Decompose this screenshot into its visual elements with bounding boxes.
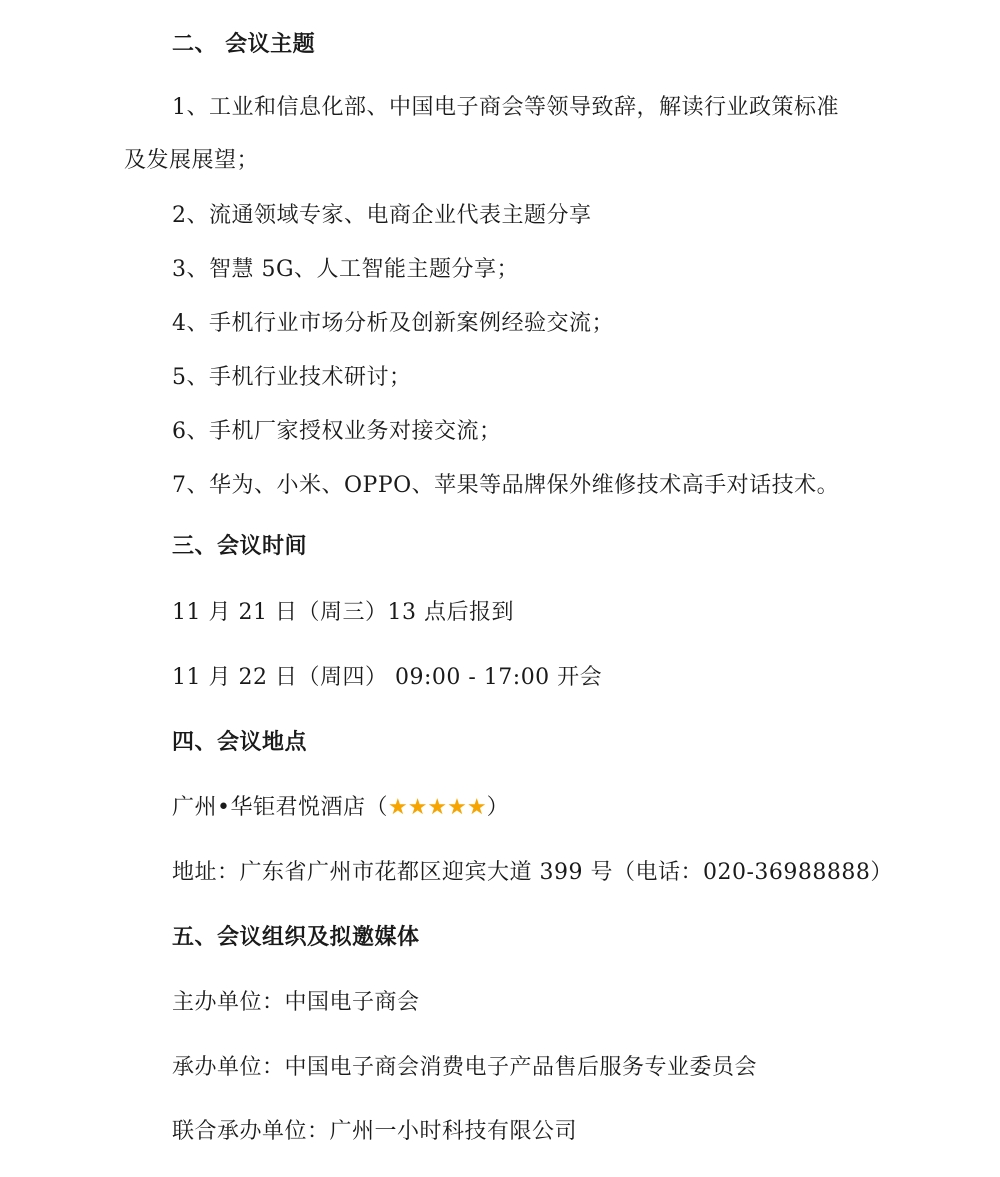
theme-item-1-line-1: 1、工业和信息化部、中国电子商会等领导致辞，解读行业政策标准 bbox=[172, 95, 839, 120]
section-heading-venue: 四、会议地点 bbox=[172, 730, 308, 755]
theme-item-3: 3、智慧 5G、人工智能主题分享； bbox=[172, 257, 520, 282]
theme-item-7: 7、华为、小米、OPPO、苹果等品牌保外维修技术高手对话技术。 bbox=[172, 473, 840, 498]
theme-item-2: 2、流通领域专家、电商企业代表主题分享 bbox=[172, 203, 592, 228]
organizer-host: 主办单位：中国电子商会 bbox=[172, 990, 420, 1015]
organizer-main: 承办单位：中国电子商会消费电子产品售后服务专业委员会 bbox=[172, 1055, 758, 1080]
time-day-2: 11 月 22 日（周四） 09:00 - 17:00 开会 bbox=[172, 665, 603, 690]
venue-address: 地址：广东省广州市花都区迎宾大道 399 号（电话：020-36988888） bbox=[172, 860, 893, 885]
section-heading-organizers: 五、会议组织及拟邀媒体 bbox=[172, 925, 420, 950]
venue-hotel-close: ） bbox=[486, 795, 510, 820]
section-heading-theme: 二、 会议主题 bbox=[172, 32, 316, 57]
section-heading-time: 三、会议时间 bbox=[172, 534, 308, 559]
theme-item-5: 5、手机行业技术研讨； bbox=[172, 365, 412, 390]
organizer-co: 联合承办单位：广州一小时科技有限公司 bbox=[172, 1119, 578, 1144]
theme-item-1-line-2: 及发展展望； bbox=[124, 148, 260, 173]
theme-item-4: 4、手机行业市场分析及创新案例经验交流； bbox=[172, 311, 614, 336]
star-rating-icon: ★★★★★ bbox=[387, 795, 487, 820]
theme-item-6: 6、手机厂家授权业务对接交流； bbox=[172, 419, 502, 444]
time-day-1: 11 月 21 日（周三）13 点后报到 bbox=[172, 600, 514, 625]
venue-hotel-name: 广州•华钜君悦酒店（ bbox=[172, 795, 388, 820]
venue-hotel bbox=[172, 793, 509, 823]
